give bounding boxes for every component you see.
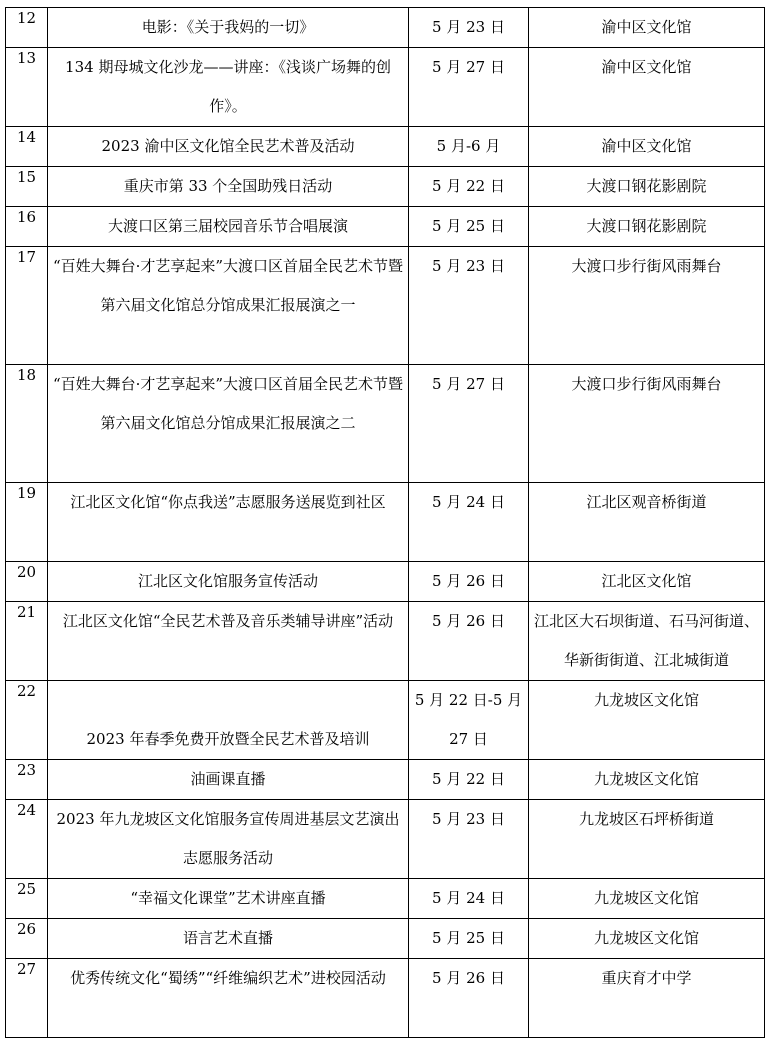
event-name: 2023 渝中区文化馆全民艺术普及活动 xyxy=(48,127,409,167)
event-name: 电影：《关于我妈的一切》 xyxy=(48,8,409,48)
event-place: 渝中区文化馆 xyxy=(529,8,765,48)
row-number: 12 xyxy=(6,8,48,48)
row-number: 21 xyxy=(6,602,48,681)
table-row xyxy=(6,207,765,247)
event-place: 大渡口钢花影剧院 xyxy=(529,207,765,247)
table-row xyxy=(6,365,765,483)
table-row xyxy=(6,48,765,127)
table-row xyxy=(6,8,765,48)
event-date: 5 月 22 日-5 月 27 日 xyxy=(409,681,529,760)
row-number: 27 xyxy=(6,959,48,1038)
event-name: “百姓大舞台·才艺享起来”大渡口区首届全民艺术节暨第六届文化馆总分馆成果汇报展演之一 xyxy=(48,247,409,365)
row-number: 25 xyxy=(6,879,48,919)
event-date: 5 月 23 日 xyxy=(409,247,529,365)
table-row xyxy=(6,919,765,959)
table-row xyxy=(6,167,765,207)
table-row xyxy=(6,681,765,760)
row-number: 24 xyxy=(6,800,48,879)
event-date: 5 月 23 日 xyxy=(409,8,529,48)
row-number: 16 xyxy=(6,207,48,247)
event-name: 优秀传统文化“蜀绣”“纤维编织艺术”进校园活动 xyxy=(48,959,409,1038)
event-place: 九龙坡区石坪桥街道 xyxy=(529,800,765,879)
event-date: 5 月 25 日 xyxy=(409,207,529,247)
event-place: 大渡口步行街风雨舞台 xyxy=(529,247,765,365)
event-date: 5 月 25 日 xyxy=(409,919,529,959)
event-place: 九龙坡区文化馆 xyxy=(529,760,765,800)
event-name: 语言艺术直播 xyxy=(48,919,409,959)
event-name: 134 期母城文化沙龙——讲座：《浅谈广场舞的创作》。 xyxy=(48,48,409,127)
event-place: 渝中区文化馆 xyxy=(529,48,765,127)
event-name: 大渡口区第三届校园音乐节合唱展演 xyxy=(48,207,409,247)
row-number: 20 xyxy=(6,562,48,602)
event-date: 5 月-6 月 xyxy=(409,127,529,167)
table-row xyxy=(6,562,765,602)
event-date: 5 月 26 日 xyxy=(409,959,529,1038)
event-date: 5 月 26 日 xyxy=(409,562,529,602)
event-place: 重庆育才中学 xyxy=(529,959,765,1038)
event-place: 渝中区文化馆 xyxy=(529,127,765,167)
event-place: 江北区观音桥街道 xyxy=(529,483,765,562)
table-row xyxy=(6,760,765,800)
row-number: 18 xyxy=(6,365,48,483)
event-place: 江北区大石坝街道、石马河街道、华新街街道、江北城街道 xyxy=(529,602,765,681)
event-name: 重庆市第 33 个全国助残日活动 xyxy=(48,167,409,207)
table-row xyxy=(6,959,765,1038)
table-row xyxy=(6,602,765,681)
row-number: 17 xyxy=(6,247,48,365)
event-place: 江北区文化馆 xyxy=(529,562,765,602)
event-date: 5 月 22 日 xyxy=(409,167,529,207)
row-number: 26 xyxy=(6,919,48,959)
table-row xyxy=(6,800,765,879)
event-place: 九龙坡区文化馆 xyxy=(529,919,765,959)
event-place: 大渡口钢花影剧院 xyxy=(529,167,765,207)
event-date: 5 月 26 日 xyxy=(409,602,529,681)
event-name: “百姓大舞台·才艺享起来”大渡口区首届全民艺术节暨第六届文化馆总分馆成果汇报展演之二 xyxy=(48,365,409,483)
event-name: 江北区文化馆“你点我送”志愿服务送展览到社区 xyxy=(48,483,409,562)
row-number: 23 xyxy=(6,760,48,800)
event-name: “幸福文化课堂”艺术讲座直播 xyxy=(48,879,409,919)
row-number: 19 xyxy=(6,483,48,562)
event-date: 5 月 22 日 xyxy=(409,760,529,800)
event-place: 九龙坡区文化馆 xyxy=(529,681,765,760)
event-name: 2023 年九龙坡区文化馆服务宣传周进基层文艺演出志愿服务活动 xyxy=(48,800,409,879)
table-row xyxy=(6,879,765,919)
event-name: 2023 年春季免费开放暨全民艺术普及培训 xyxy=(48,681,409,760)
event-place: 大渡口步行街风雨舞台 xyxy=(529,365,765,483)
row-number: 15 xyxy=(6,167,48,207)
table-row xyxy=(6,127,765,167)
event-name: 油画课直播 xyxy=(48,760,409,800)
event-place: 九龙坡区文化馆 xyxy=(529,879,765,919)
table-row xyxy=(6,247,765,365)
event-date: 5 月 27 日 xyxy=(409,48,529,127)
row-number: 13 xyxy=(6,48,48,127)
event-date: 5 月 23 日 xyxy=(409,800,529,879)
row-number: 22 xyxy=(6,681,48,760)
event-date: 5 月 24 日 xyxy=(409,879,529,919)
event-date: 5 月 27 日 xyxy=(409,365,529,483)
table-row xyxy=(6,483,765,562)
events-table xyxy=(5,7,765,1038)
row-number: 14 xyxy=(6,127,48,167)
event-name: 江北区文化馆“全民艺术普及音乐类辅导讲座”活动 xyxy=(48,602,409,681)
event-date: 5 月 24 日 xyxy=(409,483,529,562)
event-name: 江北区文化馆服务宣传活动 xyxy=(48,562,409,602)
